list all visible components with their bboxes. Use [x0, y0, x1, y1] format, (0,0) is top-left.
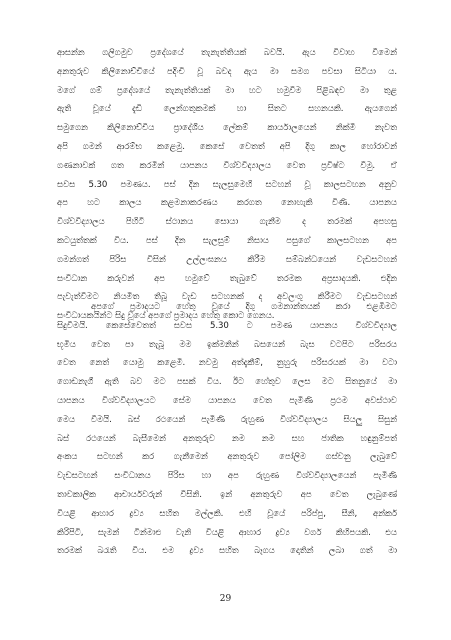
text-line: තාවකාලික ආචාර්යවරුන් විසිනි. ඉන් අනතුරුව අප වෙත ලැබුණේ: [57, 489, 397, 500]
text-line: සිදුවීමයි. කෙසේවෙතත් සවස 5.30 ට පමණ යාපනය විශ්වවිද්‍යාල: [57, 320, 397, 331]
text-line: බස් රථයෙන් බැසීමෙන් අනතුරුව නම නම සහ ජාතික හඳුනුම්පත්: [57, 433, 397, 444]
text-line: අපි ගමන් ආරම්භ කළෙමු. කෙසේ වෙතත් අපි දිගු කාල හෝරාවන්: [57, 141, 397, 152]
text-line: සවස 5.30 පමණය. පස් දින සැලසුමෙහි සටහන් වූ කාලසටහන අනුව: [57, 179, 397, 190]
text-line: මගේ ගම් ප්‍රදේශයේ තැනැත්තියක් මා හට හමුවීම පිළිබඳව මා තුළ: [57, 85, 397, 96]
paragraph-2: [57, 298, 397, 561]
text-line: ගණනාවක් ගත කරමින් යාපනය විශ්වවිද්‍යාලය වෙත ප්‍රවිෂ්ට වීමු. ඒ: [57, 160, 397, 171]
text-line: කිරිපිටි, සැමන් ටින්මාළු වැනි වියළි ආහාර ද්‍රව්‍ය වර්ග කිහිපයකි. එය: [57, 527, 397, 538]
text-line: තරමක් බරැති විය. එම ද්‍රව්‍ය සහිත බෑගය දොතින් ලබා ගත් මා: [57, 546, 397, 557]
text-line: අනතුරුව කිලිනොච්චියේ පදිංචි වූ බවද ඇය මා සමග පවසා සිටියා ය.: [57, 66, 397, 77]
text-line: අප හට කාලය කළමනාකරණය කරගත නොහැකි විණි. යාපනය: [57, 198, 397, 209]
text-line: ගොඩනැගී ඇති බව මට පසක් විය. ඊට හේතුව ලෙස මට සිතනුයේ මා: [57, 377, 397, 388]
text-line: සංවිධාන කරුවන් අප හමුවේ තැබුවේ තරමක අප්‍රසාදයකි. එදින: [57, 273, 397, 284]
text-line: සංවිධායකයින්ට සිදු වූයේ අපගේ ප්‍රමාදය හේතු කොට ගෙනය.: [57, 311, 275, 322]
text-line: සමුගෙන කිලිනොච්චිය ප්‍රාදේශීය ලේකම් කාර්යාලයෙන් නික්මී නැවත: [57, 123, 397, 134]
text-line: වෙත නෙත් යොමු කළෙමි. නවමු අත්දැකීම්, නුහුරු පරිසරයක් මා වටා: [57, 358, 397, 369]
text-line: විශ්වවිද්‍යාලය පිහිටි ස්ථානය සොයා ගැනීම ද තරමක් අපහසු: [57, 217, 397, 228]
text-line: වැඩසටහන් සංවිධානය පිරිස හා අප රුහුණ විශ්වවිද්‍යාලයෙන් පැමිණි: [57, 471, 397, 482]
text-line: අංකය සටහන් කර ගැනීමෙන් අනතුරුව පෝලිම ගස්වනු ලැබුවේ: [57, 452, 397, 463]
text-line: වියළි ආහාර ද්‍රව්‍ය සහිත මල්ලකි. එහි වූයේ පරිප්පු, සීනි, අන්කර්: [57, 508, 397, 519]
paragraph-1: [57, 44, 397, 326]
text-line: පැවැත්වීමට නියමිත තිබූ වැඩ සටහනක් ද අවලංගු කිරීමට වැඩසටහන්: [57, 292, 397, 303]
text-line: භූමිය වෙත පා තැබූ මම ඉක්මනින් බසයෙන් බැස වටපිට පරිසරය: [57, 339, 397, 350]
text-line: ගමන්ගත් පිරිස විසින් උල්ලංඝනය කිරීම සම්බන්ධයෙන් වැඩසටහන්: [57, 254, 397, 265]
text-line: යාපනය විශ්වවිද්‍යාලයට සේම යාපනය වෙත පැමිණි ප්‍රථම අවස්ථාව: [57, 395, 397, 406]
text-line: මෙය වීමයි. බස් රථයෙන් පැමිණි රුහුණ විශ්වවිද්‍යාලය සියලු සිසුන්: [57, 414, 397, 425]
text-line: කටයුත්තක් විය. පස් දින සැලසුම් නිසාය පසුගේ කාලසටහන අප: [57, 235, 397, 246]
text-line: ඇති වූයේ දැඩි ලෙන්ගතුකමක් හා සිතට සහනයකි. ඇයගෙන්: [57, 104, 397, 115]
page-number: 29: [219, 594, 232, 604]
text-line: අපගේ ප්‍රමාදයට හේතු වූයේ දිගු ගමනාන්තයක් කරා එළඹීමට: [91, 302, 397, 312]
text-line: ආසන්න ගලිගමුව ප්‍රදේශයේ තැනැත්තියක් බවයි. ඇය විවාහ වීමෙන්: [57, 48, 397, 58]
